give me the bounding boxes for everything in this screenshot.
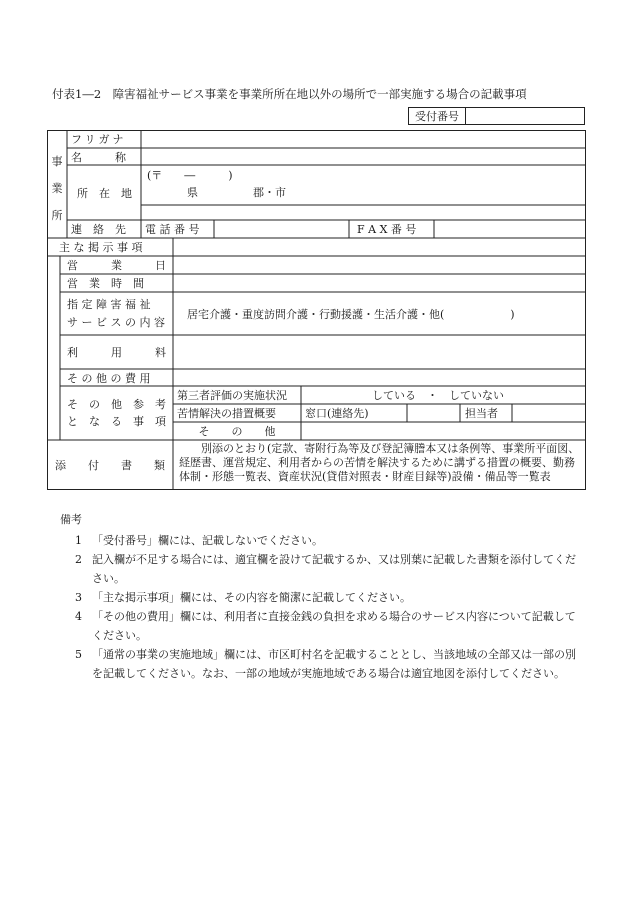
service-label-line1: 指 定 障 害 福 祉 bbox=[67, 298, 151, 311]
office-char-3: 所 bbox=[51, 208, 63, 222]
note-number: 1 bbox=[75, 534, 82, 547]
note-text: 「主な掲示事項」欄には、その内容を簡潔に記載してください。 bbox=[92, 591, 411, 604]
address-postal: (〒 ― ) bbox=[147, 169, 233, 182]
receipt-number-label: 受付番号 bbox=[409, 108, 466, 124]
furigana-field[interactable] bbox=[141, 130, 586, 148]
main-items-label: 主 な 掲 示 事 項 bbox=[59, 241, 143, 254]
note-item bbox=[60, 645, 585, 683]
business-days-field[interactable] bbox=[173, 256, 586, 274]
staff-field[interactable] bbox=[512, 404, 586, 422]
note-text: 「通常の事業の実施地域」欄には、市区町村名を記載することとし、当該地域の全部又は一部の別を記載してください。なお、一部の地域が実施地域である場合は適宜地図を添付してください。 bbox=[92, 648, 576, 680]
office-name-label: 名 称 bbox=[71, 150, 126, 164]
fees-field[interactable] bbox=[173, 335, 586, 369]
business-hours-field[interactable] bbox=[173, 274, 586, 292]
note-text: 「その他の費用」欄には、利用者に直接金銭の負担を求める場合のサービス内容について記載してください。 bbox=[92, 610, 576, 642]
note-item bbox=[60, 531, 585, 550]
window-contact-field[interactable] bbox=[407, 404, 460, 422]
receipt-number-box bbox=[408, 107, 585, 125]
other-field[interactable] bbox=[301, 422, 586, 440]
receipt-number-field[interactable] bbox=[466, 108, 584, 124]
service-label-line2: サ ー ビ ス の 内 容 bbox=[67, 316, 165, 329]
attachments-list: 別添のとおり(定款、寄附行為等及び登記簿謄本又は条例等、事業所平面図、経歴書、運営規定、利用者からの苦情を解決するために講ずる措置の概要、勤務体制・形態一覧表、資産状況(貸借対照表・財産目録等)設備・備品等一覧表 bbox=[179, 442, 580, 483]
third-party-eval-value: している ・ していない bbox=[372, 389, 504, 402]
phone-label: 電 話 番 号 bbox=[145, 223, 200, 236]
note-number: 2 bbox=[75, 553, 82, 566]
note-number: 5 bbox=[75, 648, 82, 661]
office-char-1: 事 bbox=[51, 155, 63, 169]
other-fees-label: そ の 他 の 費 用 bbox=[67, 371, 151, 385]
notes-section bbox=[60, 511, 585, 683]
fax-label: F A X 番 号 bbox=[357, 223, 417, 236]
reference-label-line2: と な る 事 項 bbox=[67, 415, 166, 428]
note-item bbox=[60, 607, 585, 645]
office-char-2: 業 bbox=[51, 181, 63, 195]
business-hours-label: 営 業 時 間 bbox=[67, 277, 144, 290]
staff-label: 担当者 bbox=[465, 407, 498, 420]
furigana-label: フリガナ bbox=[71, 133, 127, 146]
contact-label: 連 絡 先 bbox=[71, 223, 126, 236]
form-table bbox=[47, 130, 586, 490]
complaint-label: 苦情解決の措置概要 bbox=[177, 407, 276, 420]
notes-heading: 備考 bbox=[60, 513, 82, 526]
fees-label: 利 用 料 bbox=[67, 346, 166, 359]
note-item bbox=[60, 550, 585, 588]
business-days-label: 営 業 日 bbox=[67, 259, 166, 272]
other-fees-field[interactable] bbox=[173, 369, 586, 386]
reference-label-line1: そ の 他 参 考 bbox=[67, 398, 166, 411]
address-label: 所 在 地 bbox=[77, 186, 132, 200]
office-name-field[interactable] bbox=[141, 148, 586, 165]
note-text: 記入欄が不足する場合には、適宜欄を設けて記載するか、又は別葉に記載した書類を添付してください。 bbox=[92, 553, 576, 585]
note-item bbox=[60, 588, 585, 607]
form-title: 付表1―2 障害福祉サービス事業を事業所所在地以外の場所で一部実施する場合の記載事項 bbox=[52, 87, 527, 101]
address-prefecture-city: 県 郡・市 bbox=[187, 186, 286, 199]
fax-field[interactable] bbox=[434, 220, 586, 238]
office-section-label bbox=[47, 148, 67, 228]
third-party-eval-label: 第三者評価の実施状況 bbox=[177, 389, 287, 402]
note-number: 4 bbox=[75, 610, 82, 623]
service-content: 居宅介護・重度訪問介護・行動援護・生活介護・他( ) bbox=[187, 307, 515, 321]
window-contact-label: 窓口(連絡先) bbox=[305, 407, 369, 420]
note-number: 3 bbox=[75, 591, 82, 604]
attachments-label: 添 付 書 類 bbox=[55, 459, 165, 472]
note-text: 「受付番号」欄には、記載しないでください。 bbox=[92, 534, 323, 547]
phone-field[interactable] bbox=[214, 220, 349, 238]
other-label: そ の 他 bbox=[198, 425, 276, 438]
